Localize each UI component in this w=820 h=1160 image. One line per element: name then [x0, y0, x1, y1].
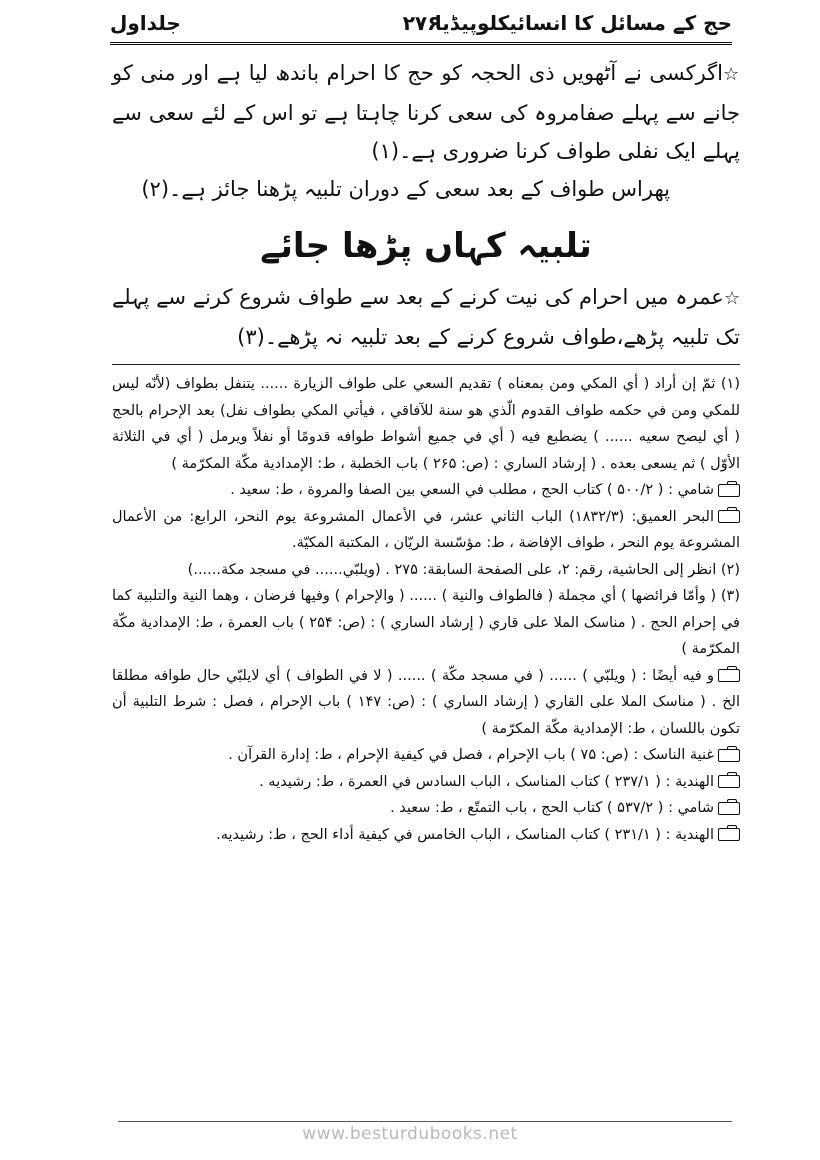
footer-divider: [118, 1121, 732, 1122]
footnote-3: (۳) ( وأمّا فرائضها ) أي مجملة ( فالطواف والنیة ) ...... ( والإحرام ) وفیها فرضان ، وهما النیة والتلبیة کما في إحرام الحج . ( مناسک الملا علی قاري ( إرشاد الساري ) : (ص: ۲۵۴ ) باب العمرة ، ط: الإمدادیة مکّة المکرّمة ): [112, 588, 740, 657]
volume-label: جلداول: [110, 11, 181, 35]
star-bullet-icon: ☆: [723, 288, 740, 309]
page-number: ۲۷۶: [402, 11, 440, 35]
main-text: [112, 54, 740, 848]
reference-folder-icon: [718, 484, 740, 497]
header-divider: [110, 42, 732, 45]
reference-folder-icon: [718, 828, 740, 841]
footnote-ref: و فیه أیضًا : ( ویلبّي ) ...... ( في مسجد مکّة ) ...... ( لا في الطواف ) أي لایلبّي حال طوافه مطلقا الخ . ( مناسک الملا علی القاري ( إرشاد الساري ) : (ص: ۱۴۷ ) باب الإحرام ، فصل : شرط التلبیة أن تکون باللسان ، ط: الإمدادیة مکّة المکرّمة ): [112, 667, 740, 737]
paragraph-3: ☆عمرہ میں احرام کی نیت کرنے کے بعد سے طواف شروع کرنے سے پہلے تک تلبیہ پڑھے،طواف شروع کرنے کے بعد تلبیہ نہ پڑھے۔(۳): [112, 285, 740, 349]
reference-folder-icon: [718, 749, 740, 762]
footnote-ref: البحر العمیق: (۱۸۳۲/۳) الباب الثاني عشر، في الأعمال المشروعة یوم النحر، الرابع: من الأعمال المشروعة یوم النحر ، طواف الإفاضة ، ط: مؤسّسة الریّان ، المکتبة المکیّة.: [112, 508, 740, 551]
footnote-ref: شامي : ( ۵۰۰/۲ ) کتاب الحج ، مطلب في السعي بین الصفا والمروة ، ط: سعید .: [112, 477, 740, 504]
page-header: [110, 6, 732, 40]
watermark: www.besturdubooks.net: [302, 1124, 518, 1144]
footnote-divider: [112, 364, 740, 365]
footnote-ref: غنیة الناسک : (ص: ۷۵ ) باب الإحرام ، فصل في کیفیة الإحرام ، ط: إدارة القرآن .: [112, 742, 740, 769]
reference-folder-icon: [718, 510, 740, 523]
footnote-ref: الهندیة : ( ۲۳۱/۱ ) کتاب المناسک ، الباب الخامس في کیفیة أداء الحج ، ط: رشیدیه.: [112, 822, 740, 849]
reference-folder-icon: [718, 802, 740, 815]
star-bullet-icon: ☆: [723, 64, 741, 85]
footnote-2: (۲) انظر إلی الحاشیة، رقم: ۲، علی الصفحة السابقة: ۲۷۵ . (ویلبّي...... في مسجد مکة......): [187, 561, 740, 578]
paragraph-2: پھراس طواف کے بعد سعی کے دوران تلبیہ پڑھنا جائز ہے۔(۲): [141, 177, 670, 201]
footnotes: [112, 371, 740, 848]
footnote-1: (۱) ثمّ إن أراد ( أي المکي ومن بمعناه ) تقدیم السعي علی طواف الزیارة ...... یتنفل بطواف (لأنّه لیس للمکي ومن في حکمه طواف القدوم الّذي هو سنة للآفاقي ، فیأتي المکي بطواف نفل) بعد الإحرام بالحج ( أي لیصح سعیه ...... ) یضطبع فیه ( أي في جمیع أشواط طوافه قدومًا أو نفلاً ویرمل ( أي في الثلاثة الأوّل ) ثم یسعی بعده . ( إرشاد الساري : (ص: ۲۶۵ ) باب الخطبة ، ط: الإمدادیة مکّة المکرّمة ): [112, 376, 740, 472]
section-heading: تلبیہ کہاں پڑھا جائے: [260, 226, 592, 266]
footnote-ref: الهندیة : ( ۲۳۷/۱ ) کتاب المناسک ، الباب السادس في العمرة ، ط: رشیدیه .: [112, 769, 740, 796]
paragraph-1: ☆اگرکسی نے آٹھویں ذی الحجہ کو حج کا احرام باندھ لیا ہے اور منی کو جانے سے پہلے صفامروہ کی سعی کرنا چاہتا ہے تو اس کے لئے سعی سے پہلے ایک نفلی طواف کرنا ضروری ہے۔(۱): [112, 61, 741, 163]
book-title: حج کے مسائل کا انسائیکلوپیڈیا: [434, 11, 732, 35]
footnote-ref: شامي : ( ۵۳۷/۲ ) کتاب الحج ، باب التمتّع ، ط: سعید .: [112, 795, 740, 822]
reference-folder-icon: [718, 669, 740, 682]
reference-folder-icon: [718, 775, 740, 788]
